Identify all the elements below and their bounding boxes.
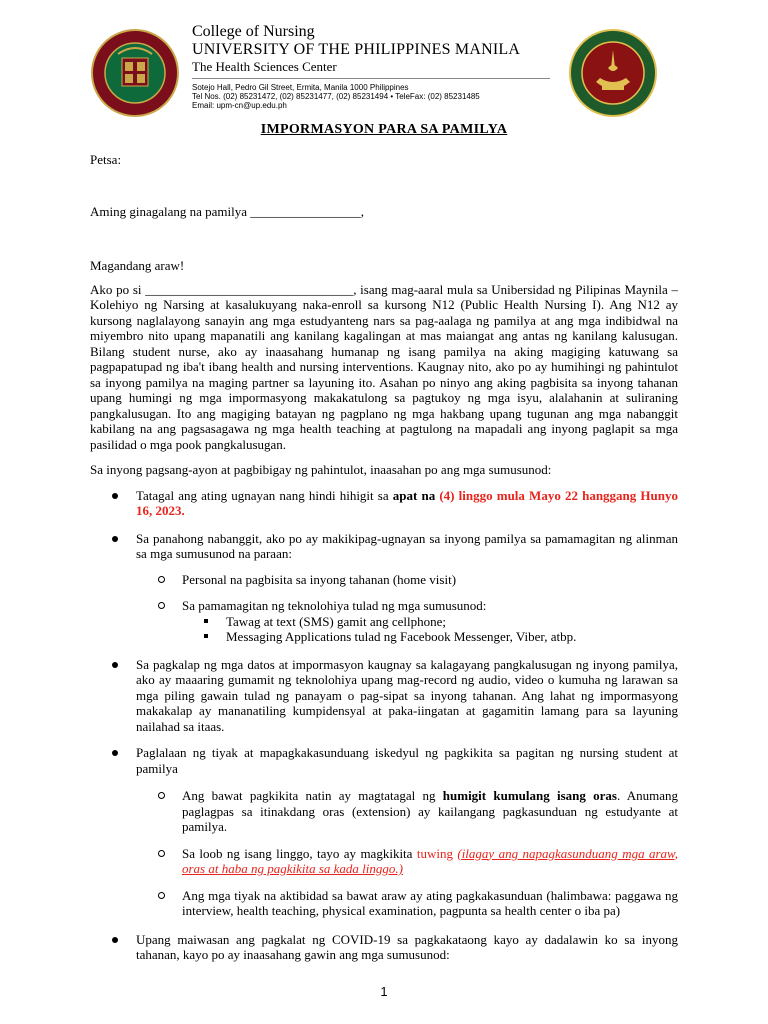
college-of-nursing-seal-icon (568, 28, 658, 118)
intro-paragraph: Ako po si ________________________________, isang mag-aaral mula sa Unibersidad ng Pilipinas Maynila – Kolehiyo ng Narsing at kasalukuyang naka-enroll sa kursong N12 (Public Health Nursing I). Ang N12 ay kursong naglalayong sanayin ang mga estudyanteng nars sa pag-aalaga ng pamilya at ang mga indibidwal na miyembro nito upang mapanatili ang kanilang kagalingan at mas maiangat ang antas ng kanilang kalusugan. Bilang student nurse, ako ay inaasahang humanap ng isang pamilya na aking magiging katuwang sa pagpapatupad ng iba't ibang health and nursing interventions. Kaugnay nito, ako po ay humihingi ng pahintulot sa inyong pamilya na maging partner sa layuning ito. Asahan po ninyo ang aking pagbisita sa inyong tahanan upang humingi ng mga impormasyong makakatulong sa pagtukoy ng mga isyu, alalahanin at suliraning pangkalusugan. Ito ang magiging batayan ng pagplano ng mga hakbang upang tugunan ang mga nabanggit kabilang na ang pagsasagawa ng mga health teaching at pagtulong na mapadali ang inyong paglapit sa mga pasilidad o mga pook pangkalusugan. (90, 281, 678, 452)
list-item: Sa panahong nabanggit, ako po ay makikipag-ugnayan sa inyong pamilya sa pamamagitan ng alinman sa mga sumusunod na paraan: (90, 531, 678, 562)
circle-bullet-icon (158, 576, 165, 583)
bullet-icon (112, 662, 118, 668)
list-item: Tatagal ang ating ugnayan nang hindi hihigit sa apat na (4) linggo mula Mayo 22 hanggang Hunyo 16, 2023. (90, 488, 678, 519)
circle-bullet-icon (158, 892, 165, 899)
greeting: Magandang araw! (90, 258, 185, 273)
list-item: Upang maiwasan ang pagkalat ng COVID-19 sa pagkakataong kayo ay dadalawin ko sa inyong tahanan, kayo po ay inaasahang gawin ang mga sumusunod: (90, 932, 678, 963)
salutation: Aming ginagalang na pamilya _________________, (90, 203, 365, 219)
bullet-icon (112, 937, 118, 943)
health-sciences-center: The Health Sciences Center (192, 59, 337, 74)
bullet-icon (112, 493, 118, 499)
list-item: Paglalaan ng tiyak at mapagkakasunduang iskedyul ng pagkikita sa pagitan ng nursing student at pamilya (90, 745, 678, 776)
list-item: Sa pamamagitan ng teknolohiya tulad ng mga sumusunod: (90, 598, 678, 614)
bullet-icon (112, 536, 118, 542)
square-bullet-icon (204, 619, 208, 623)
list-item: Personal na pagbisita sa inyong tahanan (home visit) (90, 572, 678, 588)
document-title: IMPORMASYON PARA SA PAMILYA (260, 122, 508, 137)
list-item: Ang bawat pagkikita natin ay magtatagal ng humigit kumulang isang oras. Anumang paglagpas sa itinakdang oras (extension) ay kailangang pagkasunduan ng estudyante at pamilya. (90, 788, 678, 835)
circle-bullet-icon (158, 792, 165, 799)
bullet-icon (112, 750, 118, 756)
letterhead (0, 0, 768, 120)
expectations-list (90, 488, 678, 963)
date-label: Petsa: (90, 152, 122, 167)
page-number: 1 (380, 984, 388, 999)
list-item: Sa pagkalap ng mga datos at impormasyon kaugnay sa kalagayang pangkalusugan ng inyong pamilya, ako ay maaaring gumamit ng teknolohiya upang mag-record ng audio, video o kumuha ng larawan sa mga piling gawain tulad ng panayam o pag-sipat sa inyong tahanan. Ang lahat ng impormasyong makakalap ay mananatiling kumpidensyal at paka-iingatan at gagamitin lamang para sa layuning nailahad sa itaas. (90, 657, 678, 735)
telephone-line: Tel Nos. (02) 85231472, (02) 85231477, (02) 85231494 • TeleFax: (02) 85231485 (192, 92, 480, 101)
circle-bullet-icon (158, 850, 165, 857)
list-item: Sa loob ng isang linggo, tayo ay magkikita tuwing (ilagay ang napagkasunduang mga araw, oras at haba ng pagkikita sa kada linggo.) (90, 846, 678, 877)
letter-body (90, 152, 678, 963)
list-item: Tawag at text (SMS) gamit ang cellphone; (90, 614, 678, 630)
address-line: Sotejo Hall, Pedro Gil Street, Ermita, Manila 1000 Philippines (192, 83, 409, 92)
email-line: Email: upm-cn@up.edu.ph (192, 101, 287, 110)
header-divider (192, 78, 550, 79)
list-item: Messaging Applications tulad ng Facebook Messenger, Viber, atbp. (90, 629, 678, 645)
college-name: College of Nursing (192, 23, 315, 40)
circle-bullet-icon (158, 602, 165, 609)
list-item: Ang mga tiyak na aktibidad sa bawat araw ay ating pagkakasunduan (halimbawa: paggawa ng interview, health teaching, physical examination, pagpunta sa health center o iba pa) (90, 888, 678, 919)
university-name: UNIVERSITY OF THE PHILIPPINES MANILA (192, 41, 521, 58)
square-bullet-icon (204, 634, 208, 638)
up-seal-icon (90, 28, 180, 118)
consent-line: Sa inyong pagsang-ayon at pagbibigay ng pahintulot, inaasahan po ang mga sumusunod: (90, 462, 552, 477)
